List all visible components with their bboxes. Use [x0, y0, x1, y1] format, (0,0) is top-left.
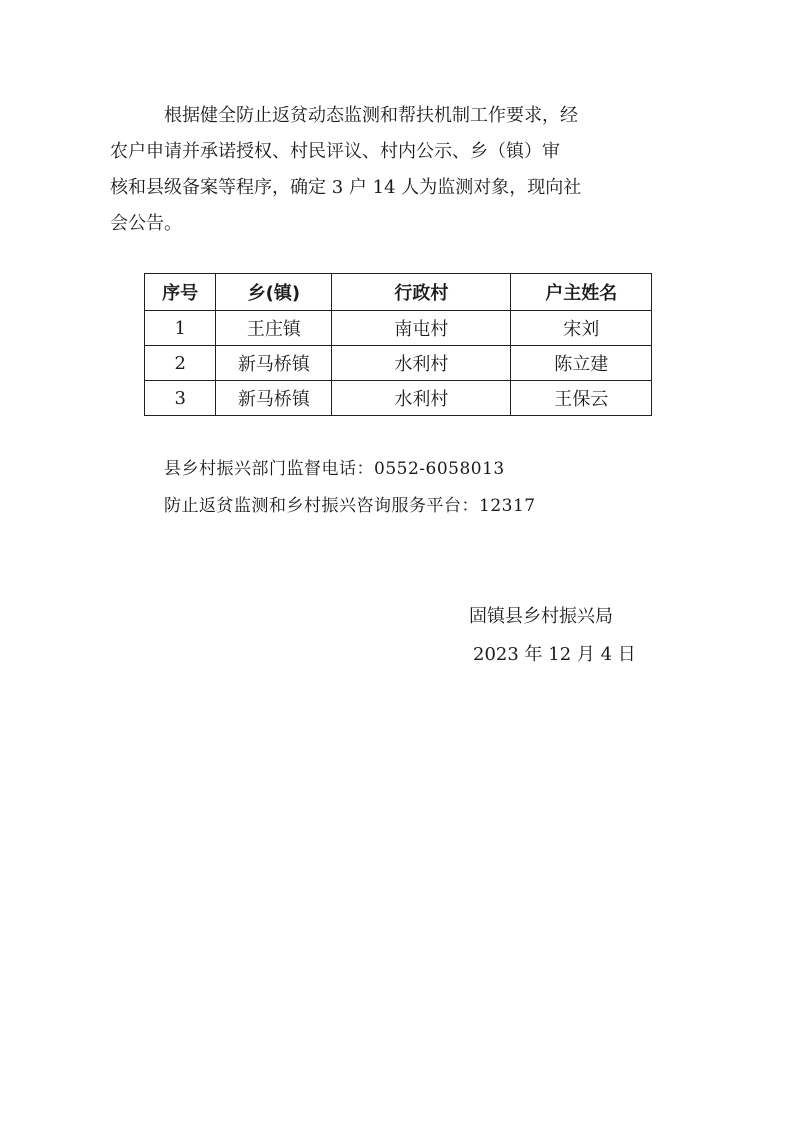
- cell-seq: 3: [145, 381, 216, 416]
- notice-paragraph: [110, 98, 670, 242]
- notice-line-1: 根据健全防止返贫动态监测和帮扶机制工作要求，经: [164, 105, 578, 126]
- cell-owner: 宋刘: [511, 311, 652, 346]
- consult-platform: 防止返贫监测和乡村振兴咨询服务平台：12317: [164, 496, 536, 516]
- cell-village: 水利村: [332, 381, 511, 416]
- monitoring-table: [144, 273, 652, 416]
- signature-date: 2023 年 12 月 4 日: [473, 644, 636, 665]
- supervision-phone: 县乡村振兴部门监督电话：0552-6058013: [164, 459, 505, 479]
- cell-seq: 2: [145, 346, 216, 381]
- cell-owner: 陈立建: [511, 346, 652, 381]
- table-row: [145, 381, 652, 416]
- header-seq: 序号: [145, 274, 216, 311]
- notice-line-2: 农户申请并承诺授权、村民评议、村内公示、乡（镇）审: [110, 141, 560, 162]
- cell-village: 南屯村: [332, 311, 511, 346]
- table-row: [145, 311, 652, 346]
- cell-town: 新马桥镇: [216, 346, 332, 381]
- header-village: 行政村: [332, 274, 511, 311]
- notice-line-4: 会公告。: [110, 213, 182, 234]
- header-town: 乡(镇): [216, 274, 332, 311]
- signature-org: 固镇县乡村振兴局: [469, 606, 613, 627]
- notice-line-3: 核和县级备案等程序，确定 3 户 14 人为监测对象，现向社: [110, 177, 582, 198]
- cell-village: 水利村: [332, 346, 511, 381]
- cell-town: 新马桥镇: [216, 381, 332, 416]
- table-row: [145, 346, 652, 381]
- header-owner: 户主姓名: [511, 274, 652, 311]
- table-header-row: [145, 274, 652, 311]
- cell-town: 王庄镇: [216, 311, 332, 346]
- cell-seq: 1: [145, 311, 216, 346]
- cell-owner: 王保云: [511, 381, 652, 416]
